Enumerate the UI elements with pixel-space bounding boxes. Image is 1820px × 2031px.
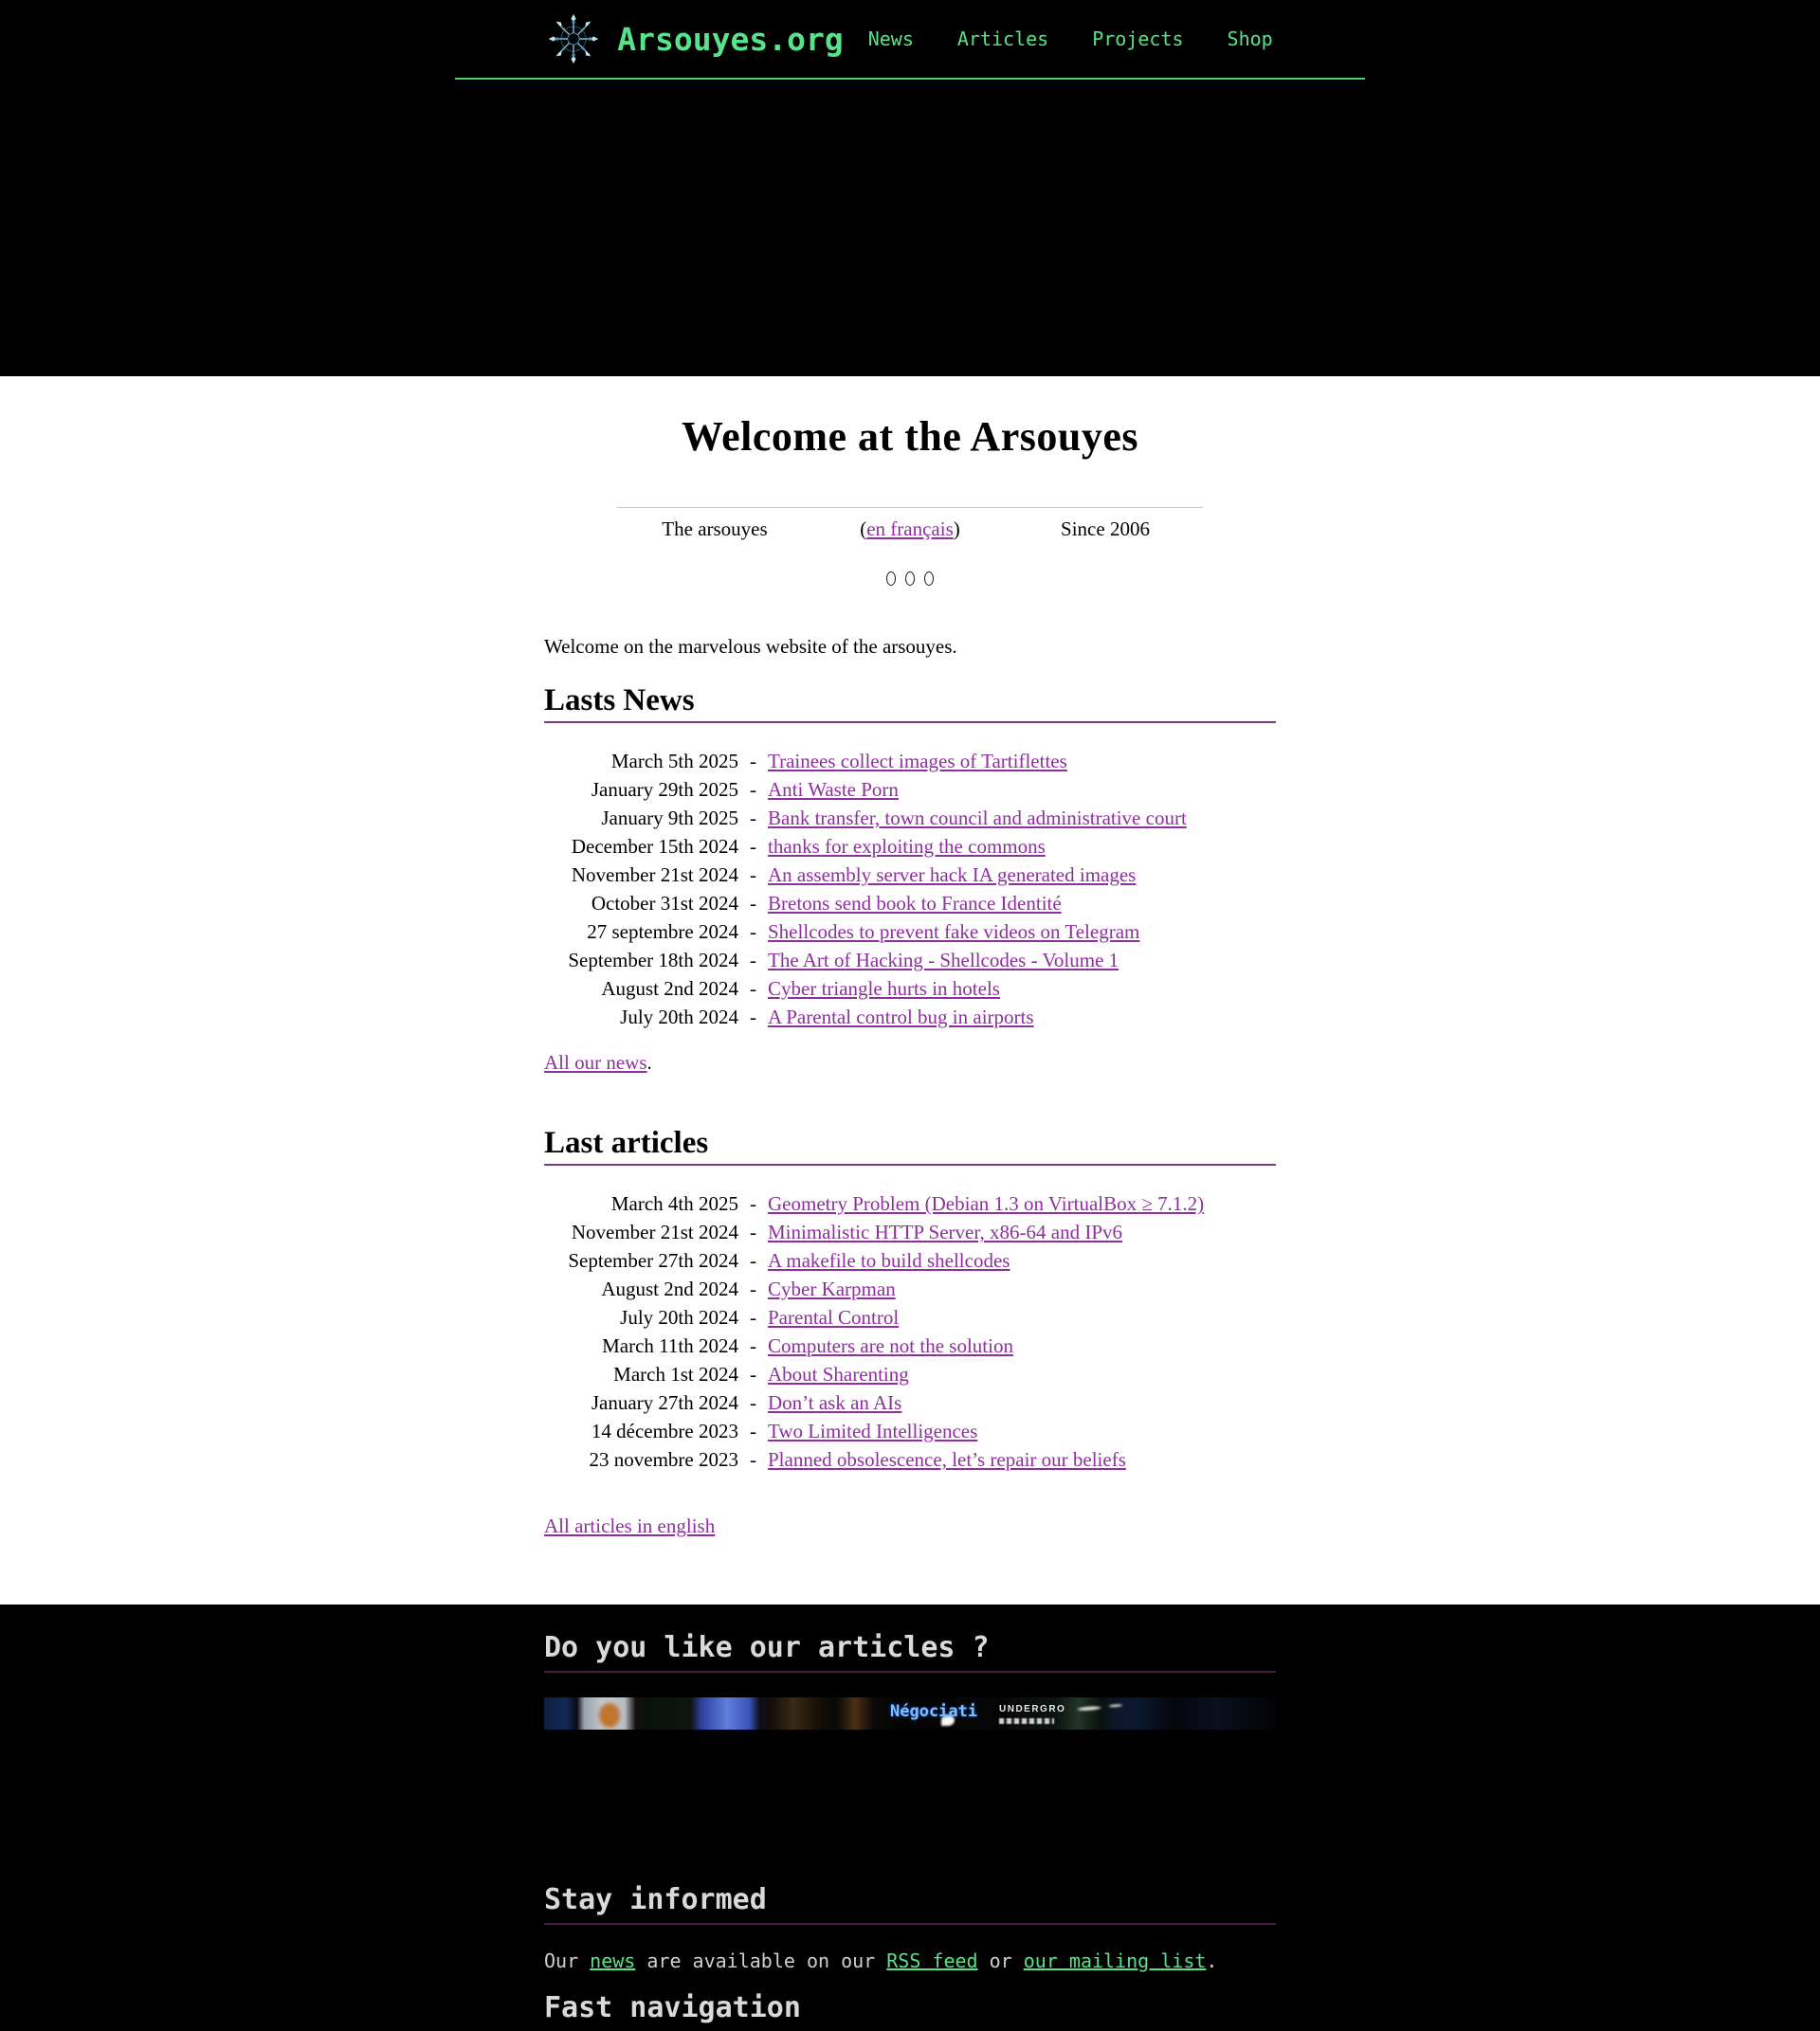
article-link[interactable]: Planned obsolescence, let’s repair our beliefs: [768, 1448, 1126, 1471]
news-link[interactable]: Cyber triangle hurts in hotels: [768, 977, 1000, 1000]
cover-blob-decoration: [599, 1703, 620, 1728]
news-date: November 21st 2024: [571, 863, 738, 886]
dash-separator: -: [750, 1278, 756, 1300]
article-link[interactable]: Geometry Problem (Debian 1.3 on VirtualBox ≥ 7.1.2): [768, 1192, 1205, 1215]
article-link[interactable]: Parental Control: [768, 1306, 900, 1329]
main-nav: [868, 27, 1273, 50]
news-item: [544, 977, 1276, 1006]
hero-banner: [0, 80, 1820, 376]
article-item: [544, 1306, 1276, 1334]
news-link[interactable]: thanks for exploiting the commons: [768, 835, 1046, 858]
dash-separator: -: [750, 1306, 756, 1329]
article-link[interactable]: Minimalistic HTTP Server, x86-64 and IPv6: [768, 1221, 1123, 1243]
all-articles-line: [544, 1514, 1276, 1538]
all-news-link[interactable]: All our news: [544, 1051, 647, 1074]
site-footer: [0, 1605, 1820, 2031]
welcome-text: Welcome on the marvelous website of the arsouyes.: [544, 635, 957, 658]
fast-navigation-heading: Fast navigation: [544, 1991, 801, 2024]
dash-separator: -: [750, 977, 756, 1000]
dash-separator: -: [750, 1420, 756, 1442]
article-link[interactable]: A makefile to build shellcodes: [768, 1249, 1010, 1272]
article-item: [544, 1278, 1276, 1306]
dash-separator: -: [750, 1391, 756, 1414]
text-segment: .: [1206, 1949, 1218, 1972]
news-item: [544, 1006, 1276, 1034]
dash-separator: -: [750, 1334, 756, 1357]
news-date: January 29th 2025: [591, 778, 738, 801]
text-segment: or: [977, 1949, 1024, 1972]
dash-separator: -: [750, 1006, 756, 1028]
news-item: [544, 750, 1276, 778]
articles-list: [544, 1192, 1276, 1477]
nav-link[interactable]: Articles: [956, 27, 1049, 50]
news-link[interactable]: Bretons send book to France Identité: [768, 892, 1062, 915]
news-list: [544, 750, 1276, 1034]
article-date: March 11th 2024: [602, 1334, 738, 1357]
dash-separator: -: [750, 778, 756, 801]
nav-link[interactable]: Projects: [1092, 27, 1184, 50]
article-link[interactable]: About Sharenting: [768, 1363, 909, 1386]
article-date: November 21st 2024: [571, 1221, 738, 1243]
news-link[interactable]: An assembly server hack IA generated images: [768, 863, 1137, 886]
dash-separator: -: [750, 920, 756, 943]
article-date: 23 novembre 2023: [589, 1448, 738, 1471]
news-footer-link[interactable]: news: [590, 1949, 636, 1972]
article-link[interactable]: Computers are not the solution: [768, 1334, 1013, 1357]
news-item: [544, 892, 1276, 920]
news-item: [544, 920, 1276, 949]
all-articles-link[interactable]: All articles in english: [544, 1514, 716, 1537]
cover-decoration: [999, 1718, 1054, 1724]
page-title: Welcome at the Arsouyes: [682, 413, 1138, 460]
article-item: [544, 1448, 1276, 1477]
main-content: [0, 376, 1820, 1605]
news-item: [544, 807, 1276, 835]
fractal-logo-icon[interactable]: [547, 12, 600, 65]
news-heading: Lasts News: [544, 681, 1276, 723]
paren-close: ): [953, 517, 960, 540]
article-date: March 4th 2025: [610, 1192, 738, 1215]
news-item: [544, 863, 1276, 892]
rss-feed-link[interactable]: RSS feed: [886, 1949, 978, 1972]
news-item: [544, 835, 1276, 863]
news-date: July 20th 2024: [620, 1006, 738, 1028]
info-language: [812, 517, 1008, 541]
article-item: [544, 1221, 1276, 1249]
text-segment: Our: [544, 1949, 591, 1972]
news-item: [544, 778, 1276, 807]
news-link[interactable]: Bank transfer, town council and administrative court: [768, 807, 1187, 829]
cover-script-decoration: [1070, 1699, 1128, 1716]
article-item: [544, 1420, 1276, 1448]
dash-separator: -: [750, 863, 756, 886]
news-date: September 18th 2024: [568, 949, 738, 971]
text-segment: are available on our: [635, 1949, 887, 1972]
article-date: July 20th 2024: [620, 1306, 738, 1329]
book-covers-strip-image: [544, 1697, 1276, 1730]
news-date: December 15th 2024: [571, 835, 738, 858]
info-since: Since 2006: [1061, 517, 1150, 540]
article-link[interactable]: Two Limited Intelligences: [768, 1420, 978, 1442]
article-item: [544, 1192, 1276, 1221]
article-date: March 1st 2024: [613, 1363, 738, 1386]
news-item: [544, 949, 1276, 977]
dash-separator: -: [750, 892, 756, 915]
article-date: 14 décembre 2023: [591, 1420, 738, 1442]
site-header: [0, 0, 1820, 80]
like-articles-heading: Do you like our articles ?: [544, 1631, 1276, 1673]
nav-link[interactable]: Shop: [1227, 27, 1273, 50]
articles-heading: Last articles: [544, 1124, 1276, 1166]
article-link[interactable]: Cyber Karpman: [768, 1278, 896, 1300]
article-date: September 27th 2024: [568, 1249, 738, 1272]
dash-separator: -: [750, 1249, 756, 1272]
dash-separator: -: [750, 949, 756, 971]
article-date: August 2nd 2024: [601, 1278, 738, 1300]
stay-informed-text: [544, 1949, 1276, 1972]
all-news-line: [544, 1051, 1276, 1075]
news-link[interactable]: The Art of Hacking - Shellcodes - Volume 1: [768, 949, 1119, 971]
news-date: March 5th 2025: [610, 750, 738, 772]
dash-separator: -: [750, 807, 756, 829]
dash-separator: -: [750, 1363, 756, 1386]
header-container: [455, 0, 1365, 80]
news-date: January 9th 2025: [601, 807, 738, 829]
news-date: October 31st 2024: [591, 892, 738, 915]
dash-separator: -: [750, 1448, 756, 1471]
oval-ornament-icon: [886, 571, 896, 586]
article-item: [544, 1334, 1276, 1363]
french-version-link[interactable]: en français: [866, 517, 954, 540]
section-separator: [544, 571, 1276, 586]
paren-open: (: [860, 517, 867, 540]
article-item: [544, 1249, 1276, 1278]
info-name: The arsouyes: [662, 517, 768, 540]
news-link[interactable]: Shellcodes to prevent fake videos on Telegram: [768, 920, 1140, 943]
mailing-list-link[interactable]: our mailing list: [1023, 1949, 1207, 1972]
dash-separator: -: [750, 1192, 756, 1215]
dash-separator: -: [750, 750, 756, 772]
news-link[interactable]: Anti Waste Porn: [768, 778, 899, 801]
nav-link[interactable]: News: [867, 27, 914, 50]
period: .: [646, 1051, 652, 1074]
oval-ornament-icon: [905, 571, 915, 586]
news-date: August 2nd 2024: [601, 977, 738, 1000]
news-date: 27 septembre 2024: [587, 920, 738, 943]
article-item: [544, 1391, 1276, 1420]
site-info-table: [617, 507, 1203, 541]
oval-ornament-icon: [924, 571, 934, 586]
article-link[interactable]: Don’t ask an AIs: [768, 1391, 902, 1414]
article-date: January 27th 2024: [591, 1391, 738, 1414]
dash-separator: -: [750, 835, 756, 858]
brand-link[interactable]: Arsouyes.org: [617, 20, 844, 58]
news-link[interactable]: A Parental control bug in airports: [768, 1006, 1034, 1028]
news-link[interactable]: Trainees collect images of Tartiflettes: [768, 750, 1067, 772]
article-item: [544, 1363, 1276, 1391]
cover-title-negociati: Négociati: [890, 1702, 978, 1721]
stay-informed-heading: Stay informed: [544, 1883, 1276, 1925]
dash-separator: -: [750, 1221, 756, 1243]
cover-title-underground: UNDERGRO: [999, 1704, 1066, 1714]
